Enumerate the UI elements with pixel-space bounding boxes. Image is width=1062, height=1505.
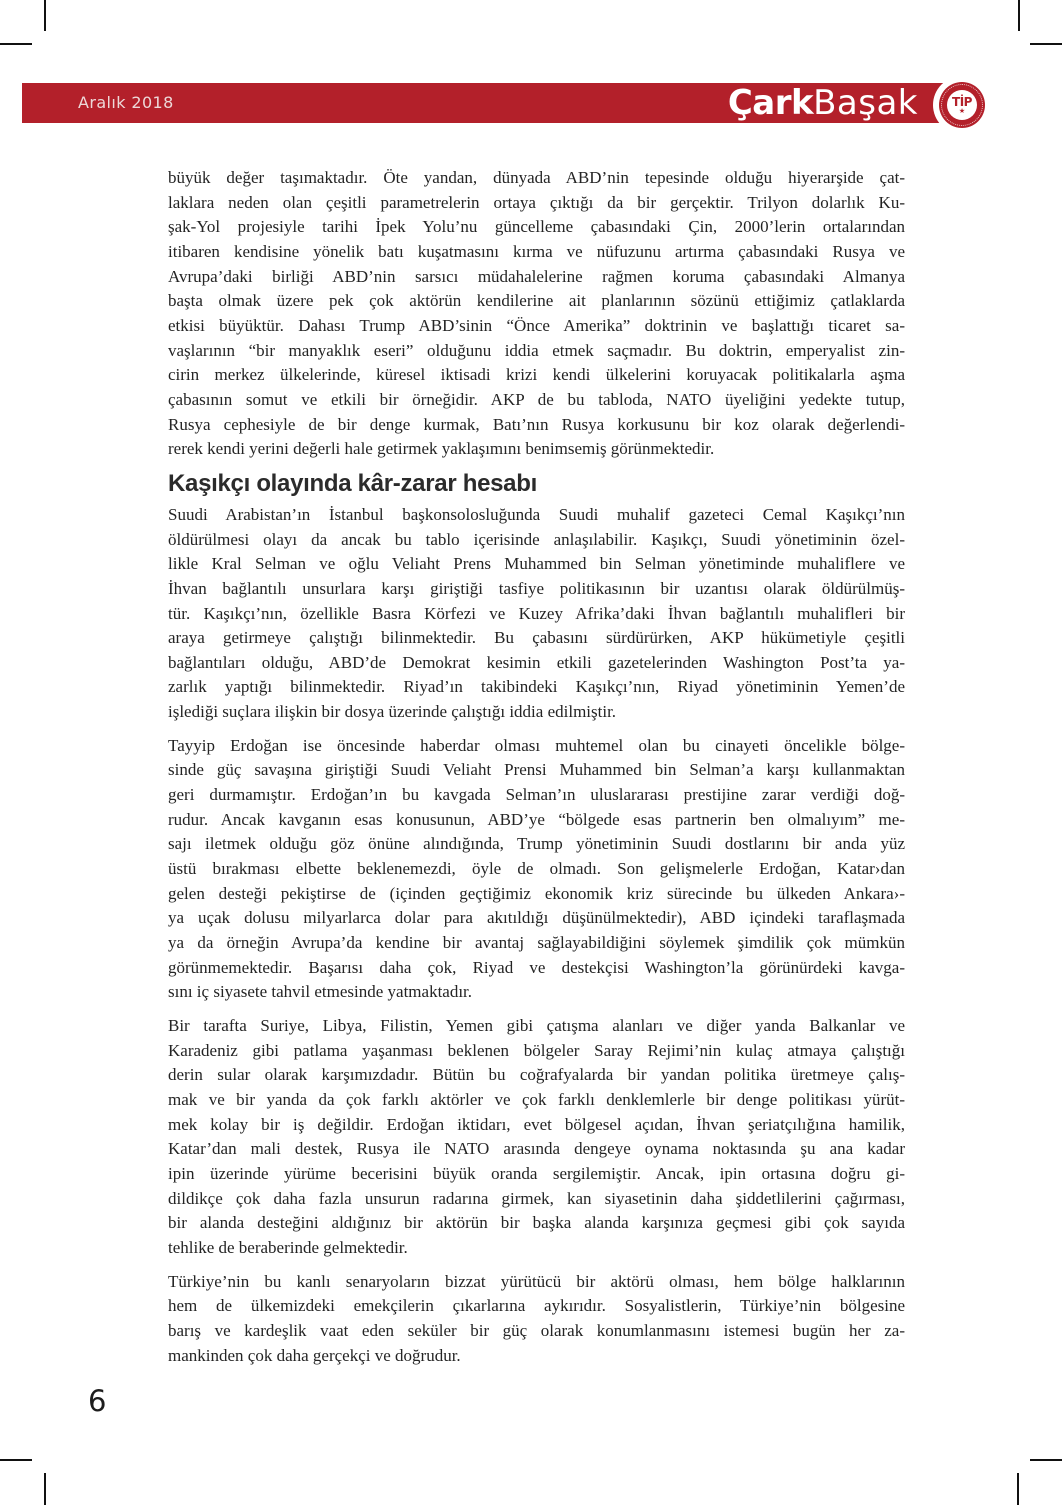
text-line: Tayyip Erdoğan ise öncesinde haberdar olması muhtemel olan bu cinayeti öncelikle bölge-: [168, 735, 905, 755]
text-line: sını iç siyasete tahvil etmesinde yatmaktadır.: [168, 982, 473, 1002]
text-line: tehlike de beraberinde gelmektedir.: [168, 1237, 408, 1257]
masthead-light-part: Başak: [813, 83, 918, 123]
text-line: Bir tarafta Suriye, Libya, Filistin, Yemen gibi çatışma alanları ve diğer yanda Balkanlar ve: [168, 1016, 905, 1035]
text-line: Karadeniz gibi patlama yaşanması beklenen bölgeler Saray Rejimi’nin kulaç atmaya çalıştığı: [168, 1040, 905, 1060]
paragraph: [168, 1270, 905, 1369]
paragraph: [168, 1014, 905, 1261]
text-line: mek kolay bir iş değildir. Erdoğan iktidarı, evet bölgesel açıdan, İhvan şeriatçılığına hamilik,: [168, 1114, 905, 1134]
crop-mark-bottom-left-vertical: [44, 1473, 46, 1505]
text-line: ya da örneğin Avrupa’da kendine bir avantaj sağlayabildiğini söylemek şimdilik çok mümkün: [168, 933, 905, 953]
text-line: Suudi Arabistan’ın İstanbul başkonsolosluğunda Suudi muhalif gazeteci Cemal Kaşıkçı’nın: [168, 504, 905, 524]
text-line: Katar’dan mali destek, Rusya ile NATO arasında dengeye oynama noktasında şu ana kadar: [168, 1139, 905, 1159]
paragraph: [168, 503, 905, 725]
text-line: İhvan bağlantılı unsurlara karşı giriştiği tasfiye politikasının bir uzantısı olarak öldürülmüş-: [168, 578, 905, 598]
text-line: rerek kendi yerini değerli hale getirmek yaklaşımını benimsemiş görünmektedir.: [168, 439, 715, 459]
text-line: şak-Yol projesiyle tarihi İpek Yolu’nu güncelleme çabasındaki Çin, 2000’lerin ortalarından: [168, 217, 905, 237]
text-line: dildikçe çok daha fazla unsurun radarına girmek, kan siyasetinin daha şiddetlilerini çağırması,: [168, 1188, 905, 1208]
text-line: ya uçak dolusu milyarlarca dolar para akıtıldığı düşünülmektedir), ABD içindeki taraflaşmada: [168, 908, 905, 928]
text-line: üstü bırakması elbette beklenemezdi, öyle de olmadı. Son gelişmelerle Erdoğan, Katar›dan: [168, 859, 905, 879]
logo-disc: [933, 76, 991, 134]
text-line: sajı iletmek olduğu göz önüne alındığında, Trump yönetiminin Suudi dostlarını bir anda yüz: [168, 834, 905, 854]
masthead-bold-part: Çark: [727, 83, 814, 123]
crop-mark-top-left-vertical: [44, 0, 46, 31]
crop-mark-bottom-right-vertical: [1017, 1473, 1019, 1505]
text-line: laklara neden olan çeşitli parametrelerin ortaya çıktığı da bir gerçektir. Trilyon dolarlık Ku-: [168, 192, 905, 212]
tip-logo-text: TİP: [952, 94, 972, 109]
crop-mark-top-left-horizontal: [0, 43, 32, 45]
text-line: likle Kral Selman ve oğlu Veliaht Prens Muhammed bin Selman yönetiminde muhaliflere ve: [168, 554, 905, 574]
text-line: görünmemektedir. Başarısı daha çok, Riyad ve destekçisi Washington’la görünürdeki kavga-: [168, 957, 905, 977]
paragraph: [168, 166, 905, 462]
article-body: [168, 166, 905, 1377]
text-line: bağlantıları olduğu, ABD’de Demokrat kesimin etkili gazetelerinden Washington Post’ta ya-: [168, 652, 905, 672]
section-heading: Kaşıkçı olayında kâr-zarar hesabı: [168, 469, 537, 497]
text-line: barış ve kardeşlik vaat eden seküler bir güç olarak konumlanmasını istemesi bugün her za-: [168, 1320, 905, 1340]
text-line: mak ve bir yanda da çok farklı aktörler ve çok farklı denklemlerle bir denge politikası yürüt-: [168, 1089, 905, 1109]
text-line: tür. Kaşıkçı’nın, özellikle Basra Körfezi ve Kuzey Afrika’daki İhvan bağlantılı muhalifleri bir: [168, 603, 905, 623]
text-line: sinde güç savaşına giriştiği Suudi Veliaht Prensi Muhammed bin Selman’a karşı kullanmaktan: [168, 760, 905, 780]
text-line: büyük değer taşımaktadır. Öte yandan, dünyada ABD’nin tepesinde olduğu hiyerarşide çat-: [168, 168, 905, 187]
crop-mark-top-right-horizontal: [1030, 43, 1062, 45]
masthead-title: [728, 83, 918, 123]
text-line: zarlık yaptığı bilinmektedir. Riyad’ın takibindeki Kaşıkçı’nın, Riyad yönetiminin Yemen’de: [168, 677, 905, 697]
page-number: 6: [88, 1384, 107, 1418]
text-line: Türkiye’nin bu kanlı senaryoların bizzat yürütücü bir aktörü olması, hem bölge halklarının: [168, 1271, 905, 1291]
text-line: gelen desteği pekiştirse de (içinden geçtiğimiz ekonomik kriz sürecinde bu ülkeden Ankara›-: [168, 883, 905, 903]
paragraph: [168, 734, 905, 1005]
text-line: ipin üzerinde yürüme becerisini büyük oranda sergilemiştir. Ancak, ipin ortasına doğru gi-: [168, 1163, 905, 1183]
text-line: hem de ülkemizdeki emekçilerin çıkarlarına aykırıdır. Sosyalistlerin, Türkiye’nin bölgesine: [168, 1296, 905, 1316]
text-line: cirin merkez ülkelerinde, küresel iktisadi krizi kendi ülkelerini koruyacak politikalarla aşma: [168, 365, 905, 385]
text-line: etkisi büyüktür. Dahası Trump ABD’sinin “Önce Amerika” doktrinin ve başlattığı ticaret sa-: [168, 315, 905, 335]
text-line: bir alanda desteğini aldığınız bir aktörün bir başka alanda karşınıza geçmesi gibi çok sayıda: [168, 1213, 905, 1233]
star-icon: ★: [958, 106, 966, 115]
text-line: işlediği suçlara ilişkin bir dosya üzerinde çalıştığı iddia edilmiştir.: [168, 702, 617, 722]
text-line: vaşlarının “bir manyaklık eseri” olduğunu iddia etmek saçmadır. Bu doktrin, emperyalist zin-: [168, 340, 905, 360]
text-line: öldürülmesi olayı da ancak bu tablo içerisinde anlaşılabilir. Kaşıkçı, Suudi yönetiminin özel-: [168, 529, 905, 549]
text-line: rudur. Ancak kavganın esas konusunun, ABD’ye “bölgede esas partnerin ben olmalıyım” me-: [168, 809, 905, 829]
header-bar: [22, 83, 962, 123]
issue-date-label: Aralık 2018: [78, 93, 174, 112]
text-line: Rusya cephesiyle de bir denge kurmak, Batı’nın Rusya korkusunu bir koz olarak değerlendi-: [168, 414, 905, 434]
text-line: başta olmak üzere pek çok aktörün kendilerine ait planlarının sözünü ettiğimiz çatlaklarda: [168, 291, 905, 311]
text-line: çabasının somut ve etkili bir örneğidir. AKP de bu tabloda, NATO üyeliğini yedekte tutup,: [168, 389, 905, 409]
text-line: mankinden çok daha gerçekçi ve doğrudur.: [168, 1345, 461, 1365]
text-line: araya getirmeye çalıştığı bilinmektedir. Bu çabasını sürdürürken, AKP hükümetiyle çeşitli: [168, 628, 905, 648]
tip-logo-inner: [947, 90, 977, 120]
tip-party-logo-icon: [939, 82, 985, 128]
text-line: itibaren kendisine yönelik batı kuşatmasını kırma ve nüfuzunu artırma çabasındaki Rusya ve: [168, 241, 905, 261]
crop-mark-top-right-vertical: [1018, 0, 1020, 31]
crop-mark-bottom-right-horizontal: [1030, 1459, 1062, 1461]
text-line: Avrupa’daki birliği ABD’nin sarsıcı müdahalelerine rağmen koruma çabasındaki Almanya: [168, 266, 905, 286]
crop-mark-bottom-left-horizontal: [0, 1459, 32, 1461]
text-line: derin sular olarak karşımızdadır. Bütün bu coğrafyalarda bir yandan politika üretmeye çalış-: [168, 1065, 905, 1085]
text-line: geri durmamıştır. Erdoğan’ın bu kavgada Selman’ın uluslararası prestijine zarar verdiği doğ-: [168, 785, 905, 805]
